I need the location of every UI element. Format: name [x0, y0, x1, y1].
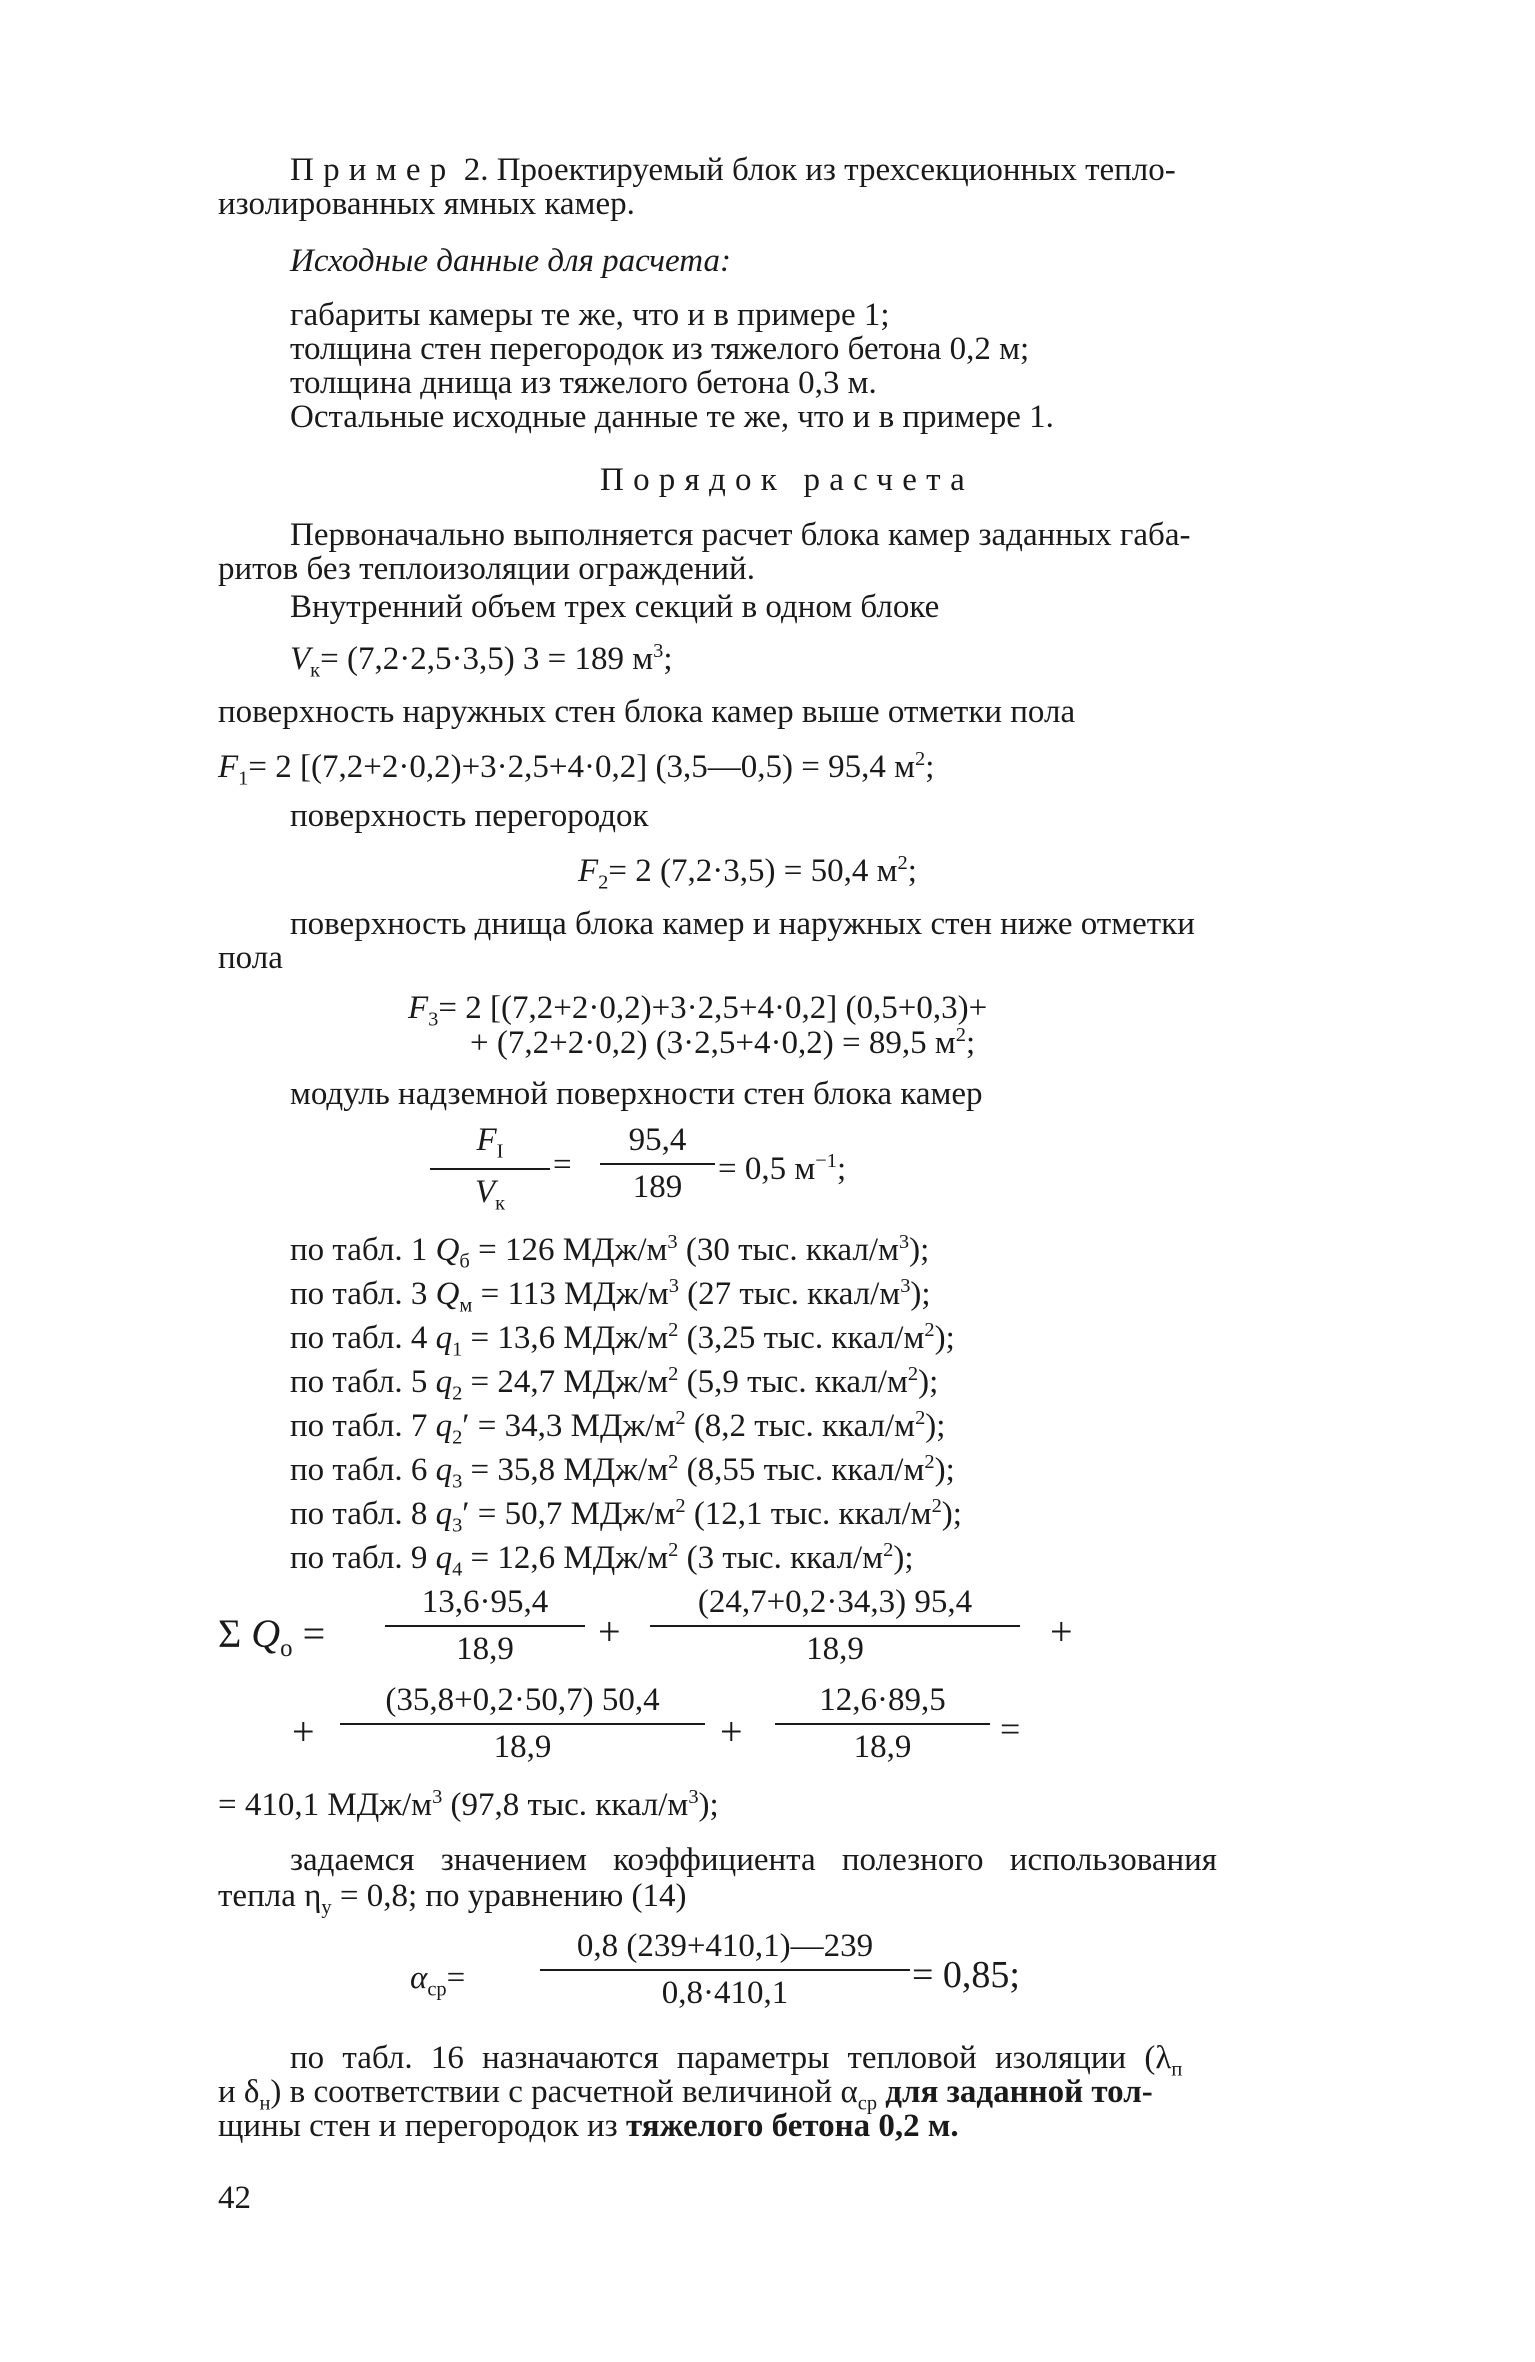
example-heading — [290, 152, 1176, 188]
example-title-cont: изолированных ямных камер. — [218, 186, 635, 222]
equals-sign: = — [553, 1147, 572, 1183]
paragraph: задаемся значением коэффициента полезного использования — [290, 1842, 1217, 1878]
initial-item: толщина стен перегородок из тяжелого бетона 0,2 м; — [290, 331, 1030, 367]
fraction-term-2: $\frac{(24,7+0,2\cdot 34,3) 95,4}{18,9}$ — [650, 1584, 1020, 1668]
paragraph: Первоначально выполняется расчет блока камер заданных габа- — [290, 517, 1191, 553]
paragraph: поверхность днища блока камер и наружных стен ниже отметки — [290, 906, 1195, 942]
table-ref-line: по табл. 6 $q_3 = 35,8$ МДж/$м^2$ (8,55 тыс. ккал/$м^2$); — [290, 1451, 955, 1493]
alpha-result: = 0,85; — [912, 1954, 1020, 1996]
table-ref-line: по табл. 8 $q_3' = 50,7$ МДж/$м^2$ (12,1 тыс. ккал/$м^2$); — [290, 1495, 962, 1537]
fraction-module-symbolic: $F_I$ $V_к$ — [430, 1122, 550, 1215]
example-label: Пример — [290, 152, 456, 188]
module-result: = 0,5 $м^{-1}$; — [718, 1150, 847, 1187]
table-ref-line: по табл. 5 $q_2 = 24,7$ МДж/$м^2$ (5,9 тыс. ккал/$м^2$); — [290, 1363, 939, 1405]
final-line-1: по табл. 16 назначаются параметры тепловой изоляции ($\lambda_п$ — [290, 2040, 1183, 2081]
alpha-lhs: $\alpha_{ср}=$ — [410, 1960, 466, 2001]
sum-lhs: Σ $Q_o$ = — [218, 1611, 326, 1662]
final-line-3: щины стен и перегородок из тяжелого бетона 0,2 м. — [218, 2108, 959, 2144]
equation-f3-cont: + (7,2+2·0,2) (3·2,5+4·0,2) = 89,5 $м^2$; — [470, 1024, 976, 1061]
initial-item: толщина днища из тяжелого бетона 0,3 м. — [290, 365, 877, 401]
paragraph-eta: тепла $\eta_у = 0,8$; по уравнению (14) — [218, 1878, 687, 1919]
page-number: 42 — [218, 2180, 251, 2216]
equation-volume: $V_к= (7,2\cdot 2,5\cdot 3,5) 3 = 189$ $м^3$; — [290, 640, 673, 682]
paragraph: пола — [218, 940, 283, 976]
paragraph: ритов без теплоизоляции ограждений. — [218, 551, 755, 587]
fraction-module-numeric: $\frac{95,4}{189}$ — [600, 1122, 715, 1206]
example-title: 2. Проектируемый блок из трехсекционных тепло- — [463, 152, 1176, 188]
table-ref-line: по табл. 1 $Q_б = 126$ МДж/$м^3$ (30 тыс. ккал/$м^3$); — [290, 1231, 930, 1273]
initial-item: Остальные исходные данные те же, что и в примере 1. — [290, 399, 1054, 435]
plus-sign: + — [720, 1709, 743, 1754]
plus-sign: + — [292, 1709, 315, 1754]
table-ref-line: по табл. 7 $q_2' = 34,3$ МДж/$м^2$ (8,2 тыс. ккал/$м^2$); — [290, 1407, 946, 1449]
fraction-term-4: $\frac{12,6\cdot 89,5}{18,9}$ — [775, 1682, 990, 1766]
fraction-term-3: $\frac{(35,8+0,2\cdot 50,7) 50,4}{18,9}$ — [340, 1682, 705, 1766]
equals-sign: = — [1000, 1709, 1021, 1749]
paragraph: модуль надземной поверхности стен блока камер — [290, 1076, 983, 1112]
plus-sign: + — [598, 1609, 621, 1654]
sum-result: = 410,1 МДж/$м^3$ (97,8 тыс. ккал/$м^3$); — [218, 1786, 719, 1823]
initial-data-title: Исходные данные для расчета: — [290, 243, 731, 279]
section-title: Порядок расчета — [600, 462, 975, 498]
equation-f1: $F_1= 2$ [(7,2+2·0,2)+3·2,5+4·0,2] (3,5—0,5) = 95,4 $м^2$; — [218, 748, 935, 790]
table-ref-line: по табл. 4 $q_1 = 13,6$ МДж/$м^2$ (3,25 тыс. ккал/$м^2$); — [290, 1319, 955, 1361]
table-ref-line: по табл. 3 $Q_м = 113$ МДж/$м^3$ (27 тыс. ккал/$м^3$); — [290, 1275, 931, 1317]
fraction-alpha: $\frac{0,8 (239+410,1)—239}{0,8\cdot 410,1}$ — [540, 1928, 910, 2012]
equation-f2: $F_2= 2$ (7,2·3,5) = 50,4 $м^2$; — [578, 852, 917, 894]
table-ref-line: по табл. 9 $q_4 = 12,6$ МДж/$м^2$ (3 тыс. ккал/$м^2$); — [290, 1539, 914, 1581]
paragraph: поверхность перегородок — [290, 798, 649, 834]
paragraph: поверхность наружных стен блока камер выше отметки пола — [218, 694, 1076, 730]
final-line-2: и $\delta_н$) в соответствии с расчетной величиной $\alpha_{ср}$ для заданной тол- — [218, 2074, 1153, 2115]
equation-f3: $F_3= 2$ [(7,2+2·0,2)+3·2,5+4·0,2] (0,5+0,3)+ — [408, 990, 988, 1031]
plus-sign: + — [1050, 1609, 1073, 1654]
paragraph: Внутренний объем трех секций в одном блоке — [290, 589, 940, 625]
initial-item: габариты камеры те же, что и в примере 1; — [290, 297, 890, 333]
fraction-term-1: $\frac{13,6\cdot 95,4}{18,9}$ — [385, 1584, 585, 1668]
